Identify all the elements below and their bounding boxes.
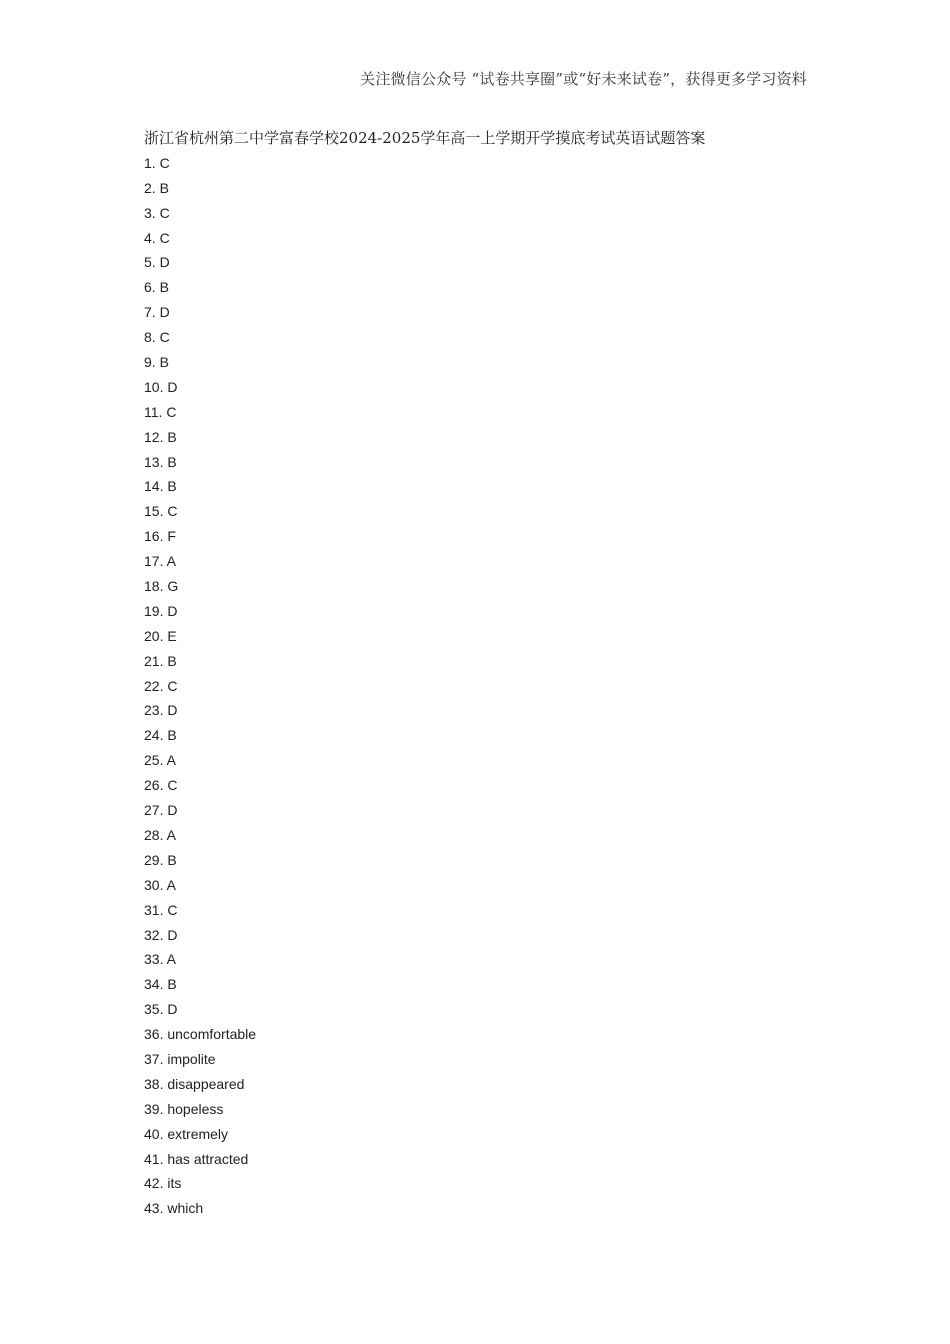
answer-item: 26. C (144, 777, 178, 794)
answer-item: 42. its (144, 1175, 182, 1192)
answer-item: 40. extremely (144, 1125, 229, 1142)
answer-item: 10. D (144, 378, 178, 395)
answer-item: 3. C (144, 204, 170, 221)
answer-item: 11. C (144, 403, 177, 420)
answer-item: 1. C (144, 154, 170, 171)
answer-item: 36. uncomfortable (144, 1026, 257, 1043)
answer-item: 38. disappeared (144, 1075, 245, 1092)
answer-item: 34. B (144, 976, 177, 993)
answer-item: 15. C (144, 503, 178, 520)
answer-item: 43. which (144, 1200, 204, 1217)
answer-item: 33. A (144, 951, 176, 968)
answer-item: 27. D (144, 802, 178, 819)
answer-item: 28. A (144, 826, 176, 843)
answer-item: 18. G (144, 578, 179, 595)
document-body (144, 126, 844, 1221)
answer-item: 30. A (144, 876, 176, 893)
answer-item: 32. D (144, 926, 178, 943)
answer-item: 6. B (144, 279, 169, 296)
answer-item: 7. D (144, 304, 170, 321)
answer-item: 13. B (144, 453, 177, 470)
answer-item: 23. D (144, 702, 178, 719)
answer-item: 21. B (144, 652, 177, 669)
answer-item: 19. D (144, 602, 178, 619)
answer-item: 37. impolite (144, 1050, 216, 1067)
answer-item: 16. F (144, 528, 176, 545)
answer-item: 24. B (144, 727, 177, 744)
document-title: 浙江省杭州第二中学富春学校2024-2025学年高一上学期开学摸底考试英语试题答案 (144, 129, 706, 147)
answer-item: 4. C (144, 229, 170, 246)
answer-item: 41. has attracted (144, 1150, 249, 1167)
answer-item: 17. A (144, 553, 176, 570)
answer-item: 22. C (144, 677, 178, 694)
answer-item: 31. C (144, 901, 178, 918)
answer-item: 2. B (144, 179, 169, 196)
answer-list (144, 151, 844, 1221)
answer-item: 8. C (144, 329, 170, 346)
answer-item: 12. B (144, 428, 177, 445)
header-note: 关注微信公众号 “试卷共享圈”或“好未来试卷”，获得更多学习资料 (360, 70, 807, 88)
answer-item: 14. B (144, 478, 177, 495)
answer-item: 39. hopeless (144, 1100, 224, 1117)
answer-item: 25. A (144, 752, 176, 769)
answer-item: 20. E (144, 627, 177, 644)
answer-item: 35. D (144, 1001, 178, 1018)
answer-item: 9. B (144, 354, 169, 371)
answer-item: 5. D (144, 254, 170, 271)
answer-item: 29. B (144, 851, 177, 868)
